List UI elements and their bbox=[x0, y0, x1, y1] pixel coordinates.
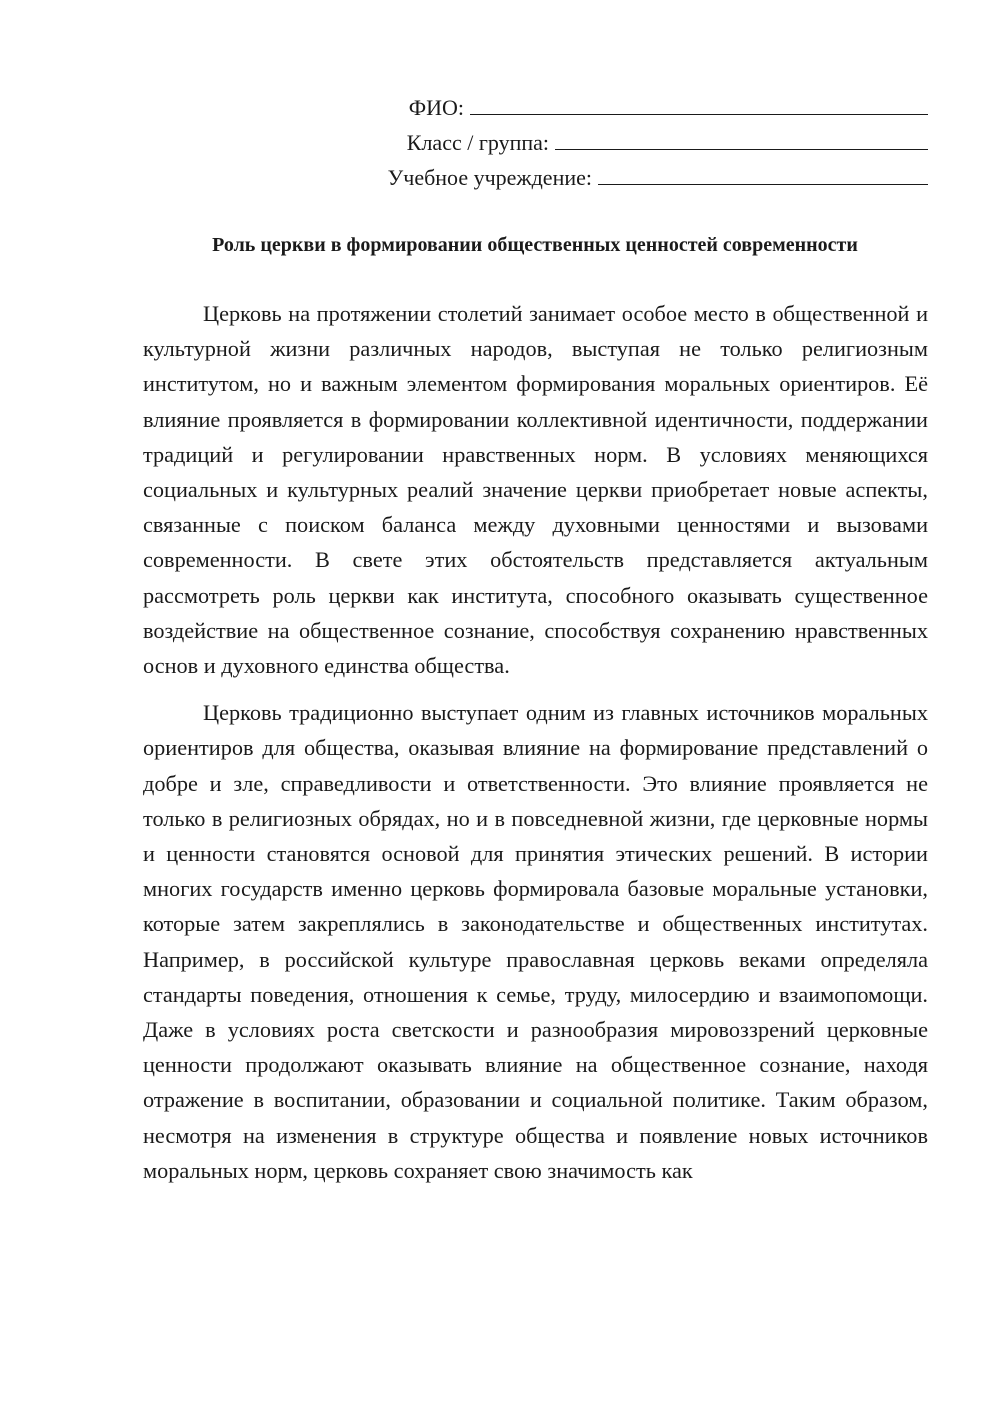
fio-blank-line bbox=[470, 94, 928, 115]
school-label: Учебное учреждение: bbox=[387, 165, 592, 190]
class-blank-line bbox=[555, 129, 928, 150]
class-row bbox=[300, 129, 928, 164]
paragraph-2: Церковь традиционно выступает одним из главных источников моральных ориентиров для общества, оказывая влияние на формирование представлений о добре и зле, справедливости и ответственности. Это влияние проявляется не только в религиозных обрядах, но и в повседневной жизни, где церковные нормы и ценности становятся основой для принятия этических решений. В истории многих государств именно церковь формировала базовые моральные установки, которые затем закреплялись в законодательстве и общественных институтах. Например, в российской культуре православная церковь веками определяла стандарты поведения, отношения к семье, труду, милосердию и взаимопомощи. Даже в условиях роста светскости и разнообразия мировоззрений церковные ценности продолжают оказывать влияние на общественное сознание, находя отражение в воспитании, образовании и социальной политике. Таким образом, несмотря на изменения в структуре общества и появление новых источников моральных норм, церковь сохраняет свою значимость как bbox=[143, 700, 928, 1183]
fio-label: ФИО: bbox=[408, 95, 464, 120]
essay-body bbox=[143, 296, 928, 1200]
school-blank-line bbox=[598, 164, 928, 185]
class-label: Класс / группа: bbox=[406, 130, 549, 155]
paragraph-1: Церковь на протяжении столетий занимает особое место в общественной и культурной жизни различных народов, выступая не только религиозным институтом, но и важным элементом формирования моральных ориентиров. Её влияние проявляется в формировании коллективной идентичности, поддержании традиций и регулировании нравственных норм. В условиях меняющихся социальных и культурных реалий значение церкви приобретает новые аспекты, связанные с поиском баланса между духовными ценностями и вызовами современности. В свете этих обстоятельств представляется актуальным рассмотреть роль церкви как института, способного оказывать существенное воздействие на общественное сознание, способствуя сохранению нравственных основ и духовного единства общества. bbox=[143, 301, 928, 679]
essay-title: Роль церкви в формировании общественных ценностей современности bbox=[212, 234, 858, 256]
student-info-block bbox=[300, 94, 928, 199]
school-row bbox=[300, 164, 928, 199]
fio-row bbox=[300, 94, 928, 129]
